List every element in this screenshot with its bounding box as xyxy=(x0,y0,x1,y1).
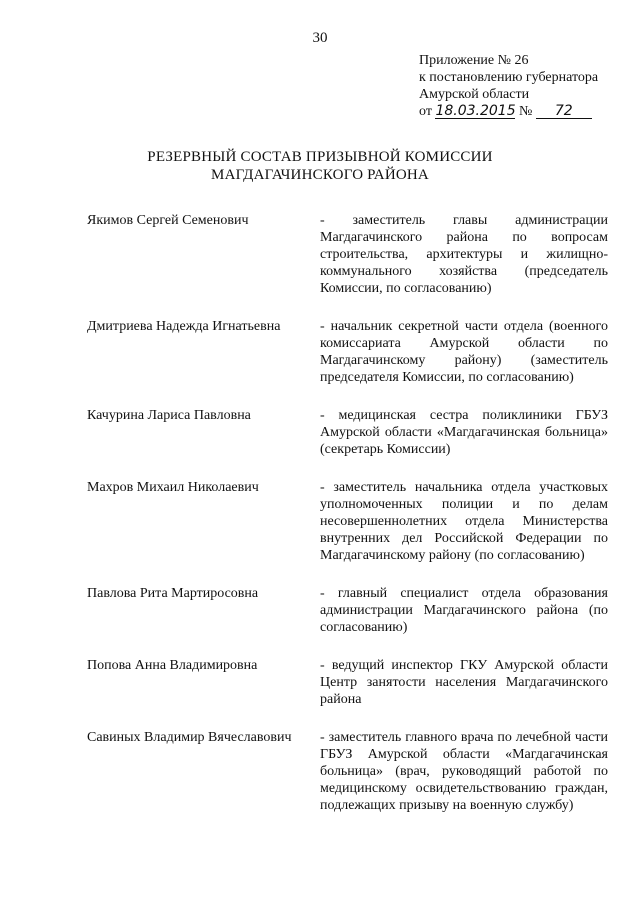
title-line-2: МАГДАГАЧИНСКОГО РАЙОНА xyxy=(211,167,429,183)
title-line-1: РЕЗЕРВНЫЙ СОСТАВ ПРИЗЫВНОЙ КОМИССИИ xyxy=(147,149,493,165)
member-row xyxy=(87,585,607,636)
member-role: - заместитель начальника отдела участковых уполномоченных полиции и по делам несовершеннолетних отдела Министерства внутренних дел Российской Федерации по Магдагачинскому району (по согласованию) xyxy=(320,480,608,563)
member-row xyxy=(87,407,607,458)
document-title xyxy=(0,148,640,184)
member-role: - начальник секретной части отдела (военного комиссариата Амурской области по Магдагачинскому району) (заместитель председателя Комиссии, по согласованию) xyxy=(320,319,608,385)
member-name: Махров Михаил Николаевич xyxy=(87,480,259,495)
member-row xyxy=(87,212,607,297)
member-row xyxy=(87,729,607,814)
member-role: - заместитель главного врача по лечебной части ГБУЗ Амурской области «Магдагачинская больница» (врач, руководящий работой по медицинскому освидетельствованию граждан, подлежащих призыву на военную службу) xyxy=(320,730,608,813)
member-name: Попова Анна Владимировна xyxy=(87,658,258,673)
member-name: Дмитриева Надежда Игнатьевна xyxy=(87,319,281,334)
member-name: Якимов Сергей Семенович xyxy=(87,213,249,228)
member-role: - главный специалист отдела образования администрации Магдагачинского района (по согласованию) xyxy=(320,586,608,635)
appendix-block xyxy=(419,52,598,120)
page-number: 30 xyxy=(312,30,328,46)
member-role: - медицинская сестра поликлиники ГБУЗ Амурской области «Магдагачинская больница» (секретарь Комиссии) xyxy=(320,408,608,457)
appendix-region-line: Амурской области xyxy=(419,87,530,102)
number-sign: № xyxy=(518,104,533,119)
handwritten-number: 72 xyxy=(536,104,592,119)
appendix-title: Приложение № 26 xyxy=(419,53,529,68)
date-prefix: от xyxy=(419,104,432,119)
member-role: - заместитель главы администрации Магдагачинского района по вопросам строительства, архитектуры и жилищно-коммунального хозяйства (председатель Комиссии, по согласованию) xyxy=(320,213,608,296)
members-list xyxy=(87,212,607,814)
member-row xyxy=(87,479,607,564)
member-name: Савиных Владимир Вячеславович xyxy=(87,730,292,745)
member-role: - ведущий инспектор ГКУ Амурской области Центр занятости населения Магдагачинского района xyxy=(320,658,608,707)
member-row xyxy=(87,318,607,386)
member-name: Качурина Лариса Павловна xyxy=(87,408,251,423)
member-name: Павлова Рита Мартиросовна xyxy=(87,586,259,601)
appendix-decree-line: к постановлению губернатора xyxy=(419,70,599,85)
appendix-date-line xyxy=(419,103,598,120)
member-row xyxy=(87,657,607,708)
handwritten-date: 18.03.2015 xyxy=(435,103,516,119)
